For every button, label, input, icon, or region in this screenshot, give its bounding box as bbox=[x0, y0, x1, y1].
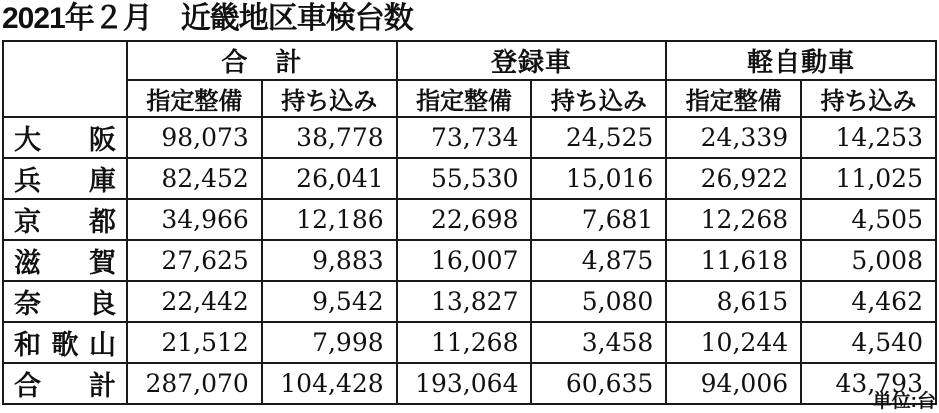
table-row-total bbox=[3, 363, 936, 404]
row-label: 合計 bbox=[3, 363, 127, 404]
subheader-total-brought-in: 持ち込み bbox=[262, 80, 397, 117]
table-row-kyoto bbox=[3, 199, 936, 240]
row-label: 京都 bbox=[3, 199, 127, 240]
table-cell: 24,339 bbox=[666, 117, 801, 158]
table-cell: 4,505 bbox=[801, 199, 936, 240]
subheader-kei-designated: 指定整備 bbox=[666, 80, 801, 117]
vehicle-inspection-table bbox=[2, 40, 937, 405]
row-label: 大阪 bbox=[3, 117, 127, 158]
header-sub-row bbox=[3, 80, 936, 117]
table-row-hyogo bbox=[3, 158, 936, 199]
table-cell: 7,998 bbox=[262, 322, 397, 363]
subheader-total-designated: 指定整備 bbox=[127, 80, 262, 117]
table-cell: 22,698 bbox=[397, 199, 532, 240]
corner-cell bbox=[3, 41, 127, 117]
row-label: 奈良 bbox=[3, 281, 127, 322]
table-cell: 55,530 bbox=[397, 158, 532, 199]
table-cell: 43,793 bbox=[801, 363, 936, 404]
subheader-registered-designated: 指定整備 bbox=[397, 80, 532, 117]
subheader-registered-brought-in: 持ち込み bbox=[531, 80, 666, 117]
table-cell: 7,681 bbox=[531, 199, 666, 240]
table-row-shiga bbox=[3, 240, 936, 281]
column-group-registered-cars: 登録車 bbox=[397, 41, 667, 80]
table-cell: 26,922 bbox=[666, 158, 801, 199]
table-cell: 82,452 bbox=[127, 158, 262, 199]
table-cell: 9,883 bbox=[262, 240, 397, 281]
table-row-wakayama bbox=[3, 322, 936, 363]
table-cell: 4,462 bbox=[801, 281, 936, 322]
column-group-total: 合 計 bbox=[127, 41, 397, 80]
row-label: 兵庫 bbox=[3, 158, 127, 199]
row-label: 滋賀 bbox=[3, 240, 127, 281]
table-cell: 11,268 bbox=[397, 322, 532, 363]
table-cell: 13,827 bbox=[397, 281, 532, 322]
table-cell: 12,186 bbox=[262, 199, 397, 240]
table-cell: 3,458 bbox=[531, 322, 666, 363]
table-cell: 21,512 bbox=[127, 322, 262, 363]
table-row-nara bbox=[3, 281, 936, 322]
row-label: 和歌山 bbox=[3, 322, 127, 363]
table-cell: 9,542 bbox=[262, 281, 397, 322]
table-cell: 27,625 bbox=[127, 240, 262, 281]
table-cell: 5,008 bbox=[801, 240, 936, 281]
table-cell: 5,080 bbox=[531, 281, 666, 322]
table-cell: 22,442 bbox=[127, 281, 262, 322]
table-cell: 24,525 bbox=[531, 117, 666, 158]
table-cell: 26,041 bbox=[262, 158, 397, 199]
table-cell: 34,966 bbox=[127, 199, 262, 240]
table-cell: 11,025 bbox=[801, 158, 936, 199]
page bbox=[0, 1, 939, 413]
header-group-row bbox=[3, 41, 936, 80]
table-row-osaka bbox=[3, 117, 936, 158]
page-title: 2021年２月 近畿地区車検台数 bbox=[2, 2, 413, 35]
table-cell: 12,268 bbox=[666, 199, 801, 240]
table-cell: 193,064 bbox=[397, 363, 532, 404]
table-cell: 98,073 bbox=[127, 117, 262, 158]
table-cell: 73,734 bbox=[397, 117, 532, 158]
table-cell: 4,540 bbox=[801, 322, 936, 363]
table-cell: 16,007 bbox=[397, 240, 532, 281]
table-cell: 104,428 bbox=[262, 363, 397, 404]
column-group-kei-cars: 軽自動車 bbox=[666, 41, 936, 80]
table-cell: 11,618 bbox=[666, 240, 801, 281]
table-cell: 14,253 bbox=[801, 117, 936, 158]
table-cell: 10,244 bbox=[666, 322, 801, 363]
table-cell: 38,778 bbox=[262, 117, 397, 158]
subheader-kei-brought-in: 持ち込み bbox=[801, 80, 936, 117]
table-cell: 4,875 bbox=[531, 240, 666, 281]
table-cell: 15,016 bbox=[531, 158, 666, 199]
table-cell: 8,615 bbox=[666, 281, 801, 322]
table-cell: 94,006 bbox=[666, 363, 801, 404]
unit-note: 単位:台 bbox=[872, 391, 936, 412]
table-cell: 60,635 bbox=[531, 363, 666, 404]
table-cell: 287,070 bbox=[127, 363, 262, 404]
